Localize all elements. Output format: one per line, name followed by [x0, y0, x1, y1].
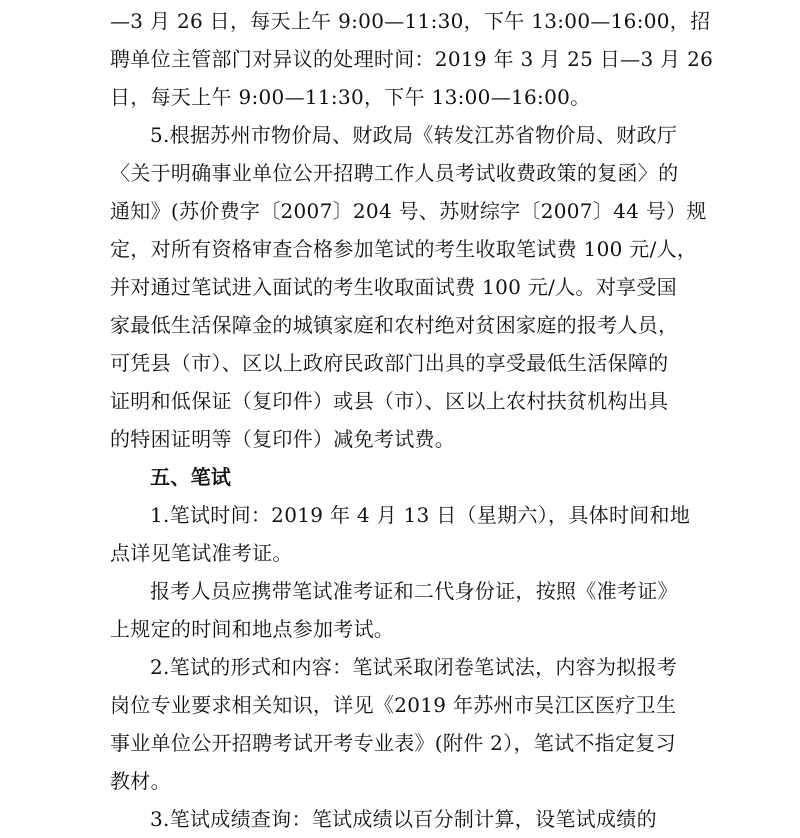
text-line: 可凭县（市）、区以上政府民政部门出具的享受最低生活保障的	[110, 351, 669, 375]
paragraph-first-line: 5.根据苏州市物价局、财政局《转发江苏省物价局、财政厅	[150, 123, 678, 147]
text-line: 日，每天上午 9:00—11:30，下午 13:00—16:00。	[110, 85, 591, 109]
text-line: 〈关于明确事业单位公开招聘工作人员考试收费政策的复函〉的	[110, 161, 679, 185]
text-line: 点详见笔试准考证。	[110, 541, 293, 565]
text-line: 通知》(苏价费字〔2007〕204 号、苏财综字〔2007〕44 号）规	[110, 199, 707, 223]
text-line: 定，对所有资格审查合格参加笔试的考生收取笔试费 100 元/人，	[110, 237, 698, 261]
text-line: 教材。	[110, 769, 171, 793]
paragraph-first-line: 1.笔试时间：2019 年 4 月 13 日（星期六），具体时间和地	[150, 503, 691, 527]
text-line: —3 月 26 日，每天上午 9:00—11:30，下午 13:00—16:00，招	[110, 9, 711, 33]
text-line: 聘单位主管部门对异议的处理时间：2019 年 3 月 25 日—3 月 26	[110, 47, 714, 71]
section-heading: 五、笔试	[150, 465, 232, 489]
text-line: 证明和低保证（复印件）或县（市）、区以上农村扶贫机构出具	[110, 389, 669, 413]
text-line: 上规定的时间和地点参加考试。	[110, 617, 395, 641]
text-line: 并对通过笔试进入面试的考生收取面试费 100 元/人。对享受国	[110, 275, 677, 299]
paragraph-first-line: 报考人员应携带笔试准考证和二代身份证，按照《准考证》	[150, 579, 678, 603]
paragraph-first-line: 2.笔试的形式和内容：笔试采取闭卷笔试法，内容为拟报考	[150, 655, 678, 679]
text-line: 岗位专业要求相关知识，详见《2019 年苏州市吴江区医疗卫生	[110, 693, 677, 717]
text-line: 事业单位公开招聘考试开考专业表》(附件 2），笔试不指定复习	[110, 731, 676, 755]
text-line: 的特困证明等（复印件）减免考试费。	[110, 427, 456, 451]
text-line: 家最低生活保障金的城镇家庭和农村绝对贫困家庭的报考人员，	[110, 313, 679, 337]
paragraph-first-line: 3.笔试成绩查询：笔试成绩以百分制计算，设笔试成绩的	[150, 807, 657, 831]
